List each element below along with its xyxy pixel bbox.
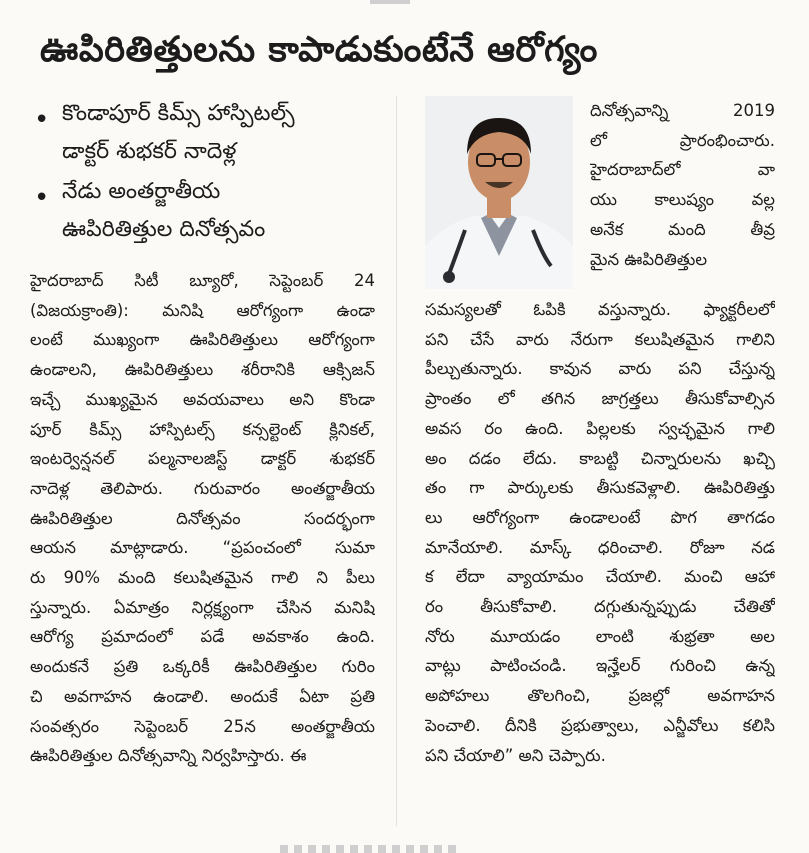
- doctor-portrait-icon: [425, 96, 573, 289]
- bullet-dot-icon: •: [34, 105, 50, 135]
- article-line: అపోహలు తొలగించి, ప్రజల్లో అవగాహన: [425, 686, 775, 706]
- article-line: సంవత్సరం సెప్టెంబర్ 25న అంతర్జాతీయ: [30, 716, 375, 736]
- article-line: అనేక మంది తీవ్ర: [590, 219, 775, 239]
- article-line: ఉండాలని, ఊపిరితిత్తులు శరీరానికి ఆక్సిజన్: [30, 360, 375, 380]
- article-line: దినోత్సవాన్ని 2019: [590, 101, 775, 120]
- article-line: పని చేసే వారు నేరుగా కలుషితమైన గాలిని: [425, 329, 775, 349]
- article-body-right-top: [590, 96, 775, 274]
- bullet-line: నేడు అంతర్జాతీయ: [62, 179, 221, 204]
- article-line: పని చేయాలి” అని చెప్పారు.: [425, 745, 606, 765]
- article-body-left: [30, 266, 375, 771]
- article-line: క లేదా వ్యాయామం చేయాలి. మంచి ఆహా: [425, 567, 775, 587]
- article-line: సమస్యలతో ఓపికి వస్తున్నారు. ఫ్యాక్టరీలలో: [425, 300, 775, 319]
- bullet-dot-icon: •: [34, 183, 50, 213]
- article-line: (విజయక్రాంతి): మనిషి ఆరోగ్యంగా ఉండా: [30, 300, 375, 320]
- article-line: మానేయాలి. మాస్క్ ధరించాలి. రోజూ నడ: [425, 537, 775, 557]
- article-line: రు 90% మంది కలుషితమైన గాలి ని పీలు: [30, 568, 375, 588]
- top-fragment: [370, 0, 410, 4]
- article-line: యు కాలుష్యం వల్ల: [590, 190, 775, 210]
- bottom-fragment: [280, 845, 460, 853]
- article-line: అందుకనే ప్రతి ఒక్కరికీ ఊపిరితిత్తుల గురిం: [30, 657, 375, 677]
- article-line: మైన ఊపిరితిత్తుల: [590, 249, 708, 269]
- article-line: వాట్లు పాటించండి. ఇన్హేలర్ గురించి ఉన్న: [425, 656, 775, 676]
- article-line: లంటే ముఖ్యంగా ఊపిరితిత్తులు ఆరోగ్యంగా: [30, 330, 375, 350]
- article-line: తం గా పార్కులకు తీసుకవెళ్లాలి. ఊపిరితిత్తు: [425, 478, 775, 498]
- article-line: అం దడం లేదు. కాబట్టి చిన్నారులను ఖచ్చి: [425, 448, 775, 468]
- article-line: ఇచ్చే ముఖ్యమైన అవయవాలు అని కొండా: [30, 389, 375, 409]
- article-line: హైదరాబాద్ సిటీ బ్యూరో, సెప్టెంబర్ 24: [30, 271, 375, 290]
- bullet-list: [30, 95, 370, 251]
- column-divider: [396, 96, 397, 826]
- article-line: అవస రం ఉంది. పిల్లలకు స్వచ్ఛమైన గాలి: [425, 418, 775, 438]
- bullet-item: [30, 95, 370, 171]
- article-line: రం తీసుకోవాలి. దగ్గుతున్నప్పుడు చేతితో: [425, 597, 775, 617]
- article-line: స్తున్నారు. ఏమాత్రం నిర్లక్ష్యంగా చేసిన మనిషి: [30, 597, 375, 617]
- article-line: ఆరోగ్య ప్రమాదంలో పడే అవకాశం ఉంది.: [30, 627, 375, 647]
- article-line: పూర్ కిమ్స్ హాస్పిటల్స్ కన్సల్టెంట్ క్లినికల్,: [30, 419, 375, 439]
- article-line: పీల్చుతున్నారు. కావున వారు పని చేస్తున్న: [425, 359, 775, 379]
- bullet-line: ఊపిరితిత్తుల దినోత్సవం: [62, 217, 266, 242]
- article-line: చి అవగాహన ఉండాలి. అందుకే ఏటా ప్రతి: [30, 686, 375, 706]
- article-line: ఇంటర్వెన్షనల్ పల్మనాలజిస్ట్ డాక్టర్ శుభకర్: [30, 449, 375, 469]
- article-line: నాదెళ్ల తెలిపారు. గురువారం అంతర్జాతీయ: [30, 478, 375, 498]
- article-line: ఊపిరితిత్తుల దినోత్సవం సందర్భంగా: [30, 508, 375, 528]
- article-line: లు ఆరోగ్యంగా ఉండాలంటే పొగ తాగడం: [425, 507, 775, 527]
- bullet-line: డాక్టర్ శుభకర్ నాదెళ్ల: [62, 139, 237, 164]
- article-body-right: [425, 295, 775, 770]
- article-line: ప్రాంతం లో తగిన జాగ్రత్తలు తీసుకోవాల్సిన: [425, 389, 775, 409]
- article-line: లో ప్రారంభించారు.: [590, 130, 775, 150]
- article-line: ఊపిరితిత్తుల దినోత్సవాన్ని నిర్వహిస్తారు. ఈ: [30, 746, 307, 766]
- doctor-photo: [425, 96, 573, 289]
- bullet-item: [30, 173, 370, 249]
- article-line: హైదరాబాద్‌లో వా: [590, 160, 775, 180]
- article-line: పెంచాలి. దీనికి ప్రభుత్వాలు, ఎన్జీవోలు కలిసి: [425, 715, 775, 735]
- headline: ఊపిరితిత్తులను కాపాడుకుంటేనే ఆరోగ్యం: [40, 30, 598, 70]
- article-line: ఆయన మాట్లాడారు. “ప్రపంచంలో సుమా: [30, 538, 375, 558]
- article-line: నోరు మూయడం లాంటి శుభ్రతా అల: [425, 626, 775, 646]
- bullet-line: కొండాపూర్ కిమ్స్ హాస్పిటల్స్: [62, 101, 295, 126]
